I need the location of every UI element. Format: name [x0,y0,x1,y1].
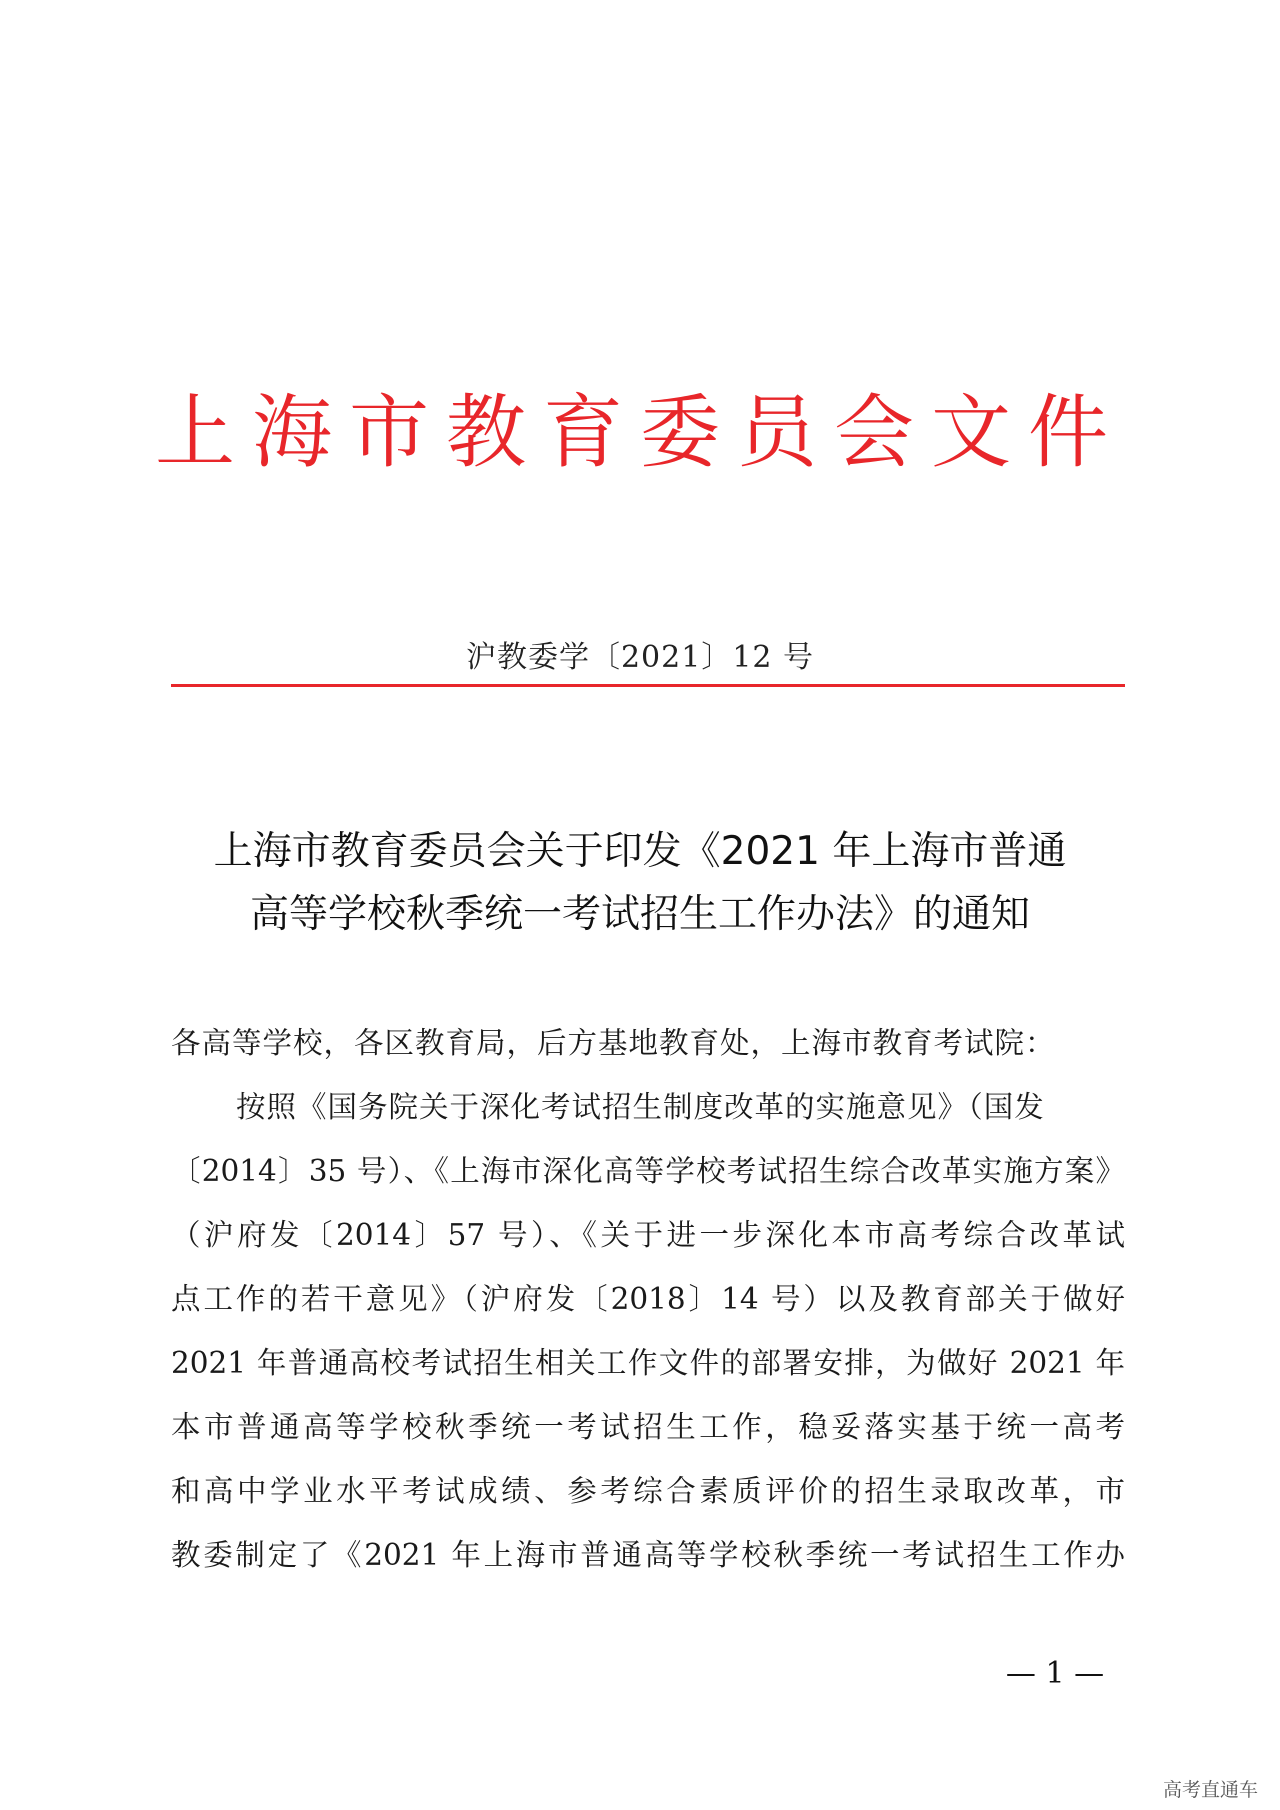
red-divider-line [171,684,1125,687]
document-number: 沪教委学〔2021〕12 号 [465,640,815,675]
body-line-5: 2021 年普通高校考试招生相关工作文件的部署安排，为做好 2021 年 [171,1346,1125,1380]
letterhead-title: 上海市教育委员会文件 [155,386,1125,479]
page-number: — 1 — [1005,1656,1105,1691]
body-line-2: 〔2014〕35 号）、《上海市深化高等学校考试招生综合改革实施方案》 [171,1154,1125,1188]
notice-title-line-1: 上海市教育委员会关于印发《2021 年上海市普通 [213,829,1067,874]
body-line-4: 点工作的若干意见》（沪府发〔2018〕14 号）以及教育部关于做好 [171,1282,1125,1316]
body-line-3: （沪府发〔2014〕57 号）、《关于进一步深化本市高考综合改革试 [171,1218,1125,1252]
watermark-text: 高考直通车 [1162,1779,1258,1801]
body-line-1: 按照《国务院关于深化考试招生制度改革的实施意见》（国发 [236,1090,1045,1124]
salutation-line: 各高等学校，各区教育局，后方基地教育处，上海市教育考试院： [171,1026,1056,1060]
body-line-7: 和高中学业水平考试成绩、参考综合素质评价的招生录取改革，市 [171,1474,1125,1508]
body-line-6: 本市普通高等学校秋季统一考试招生工作，稳妥落实基于统一高考 [171,1410,1125,1444]
notice-title-line-2: 高等学校秋季统一考试招生工作办法》的通知 [249,892,1030,937]
body-line-8: 教委制定了《2021 年上海市普通高等学校秋季统一考试招生工作办 [171,1538,1125,1572]
